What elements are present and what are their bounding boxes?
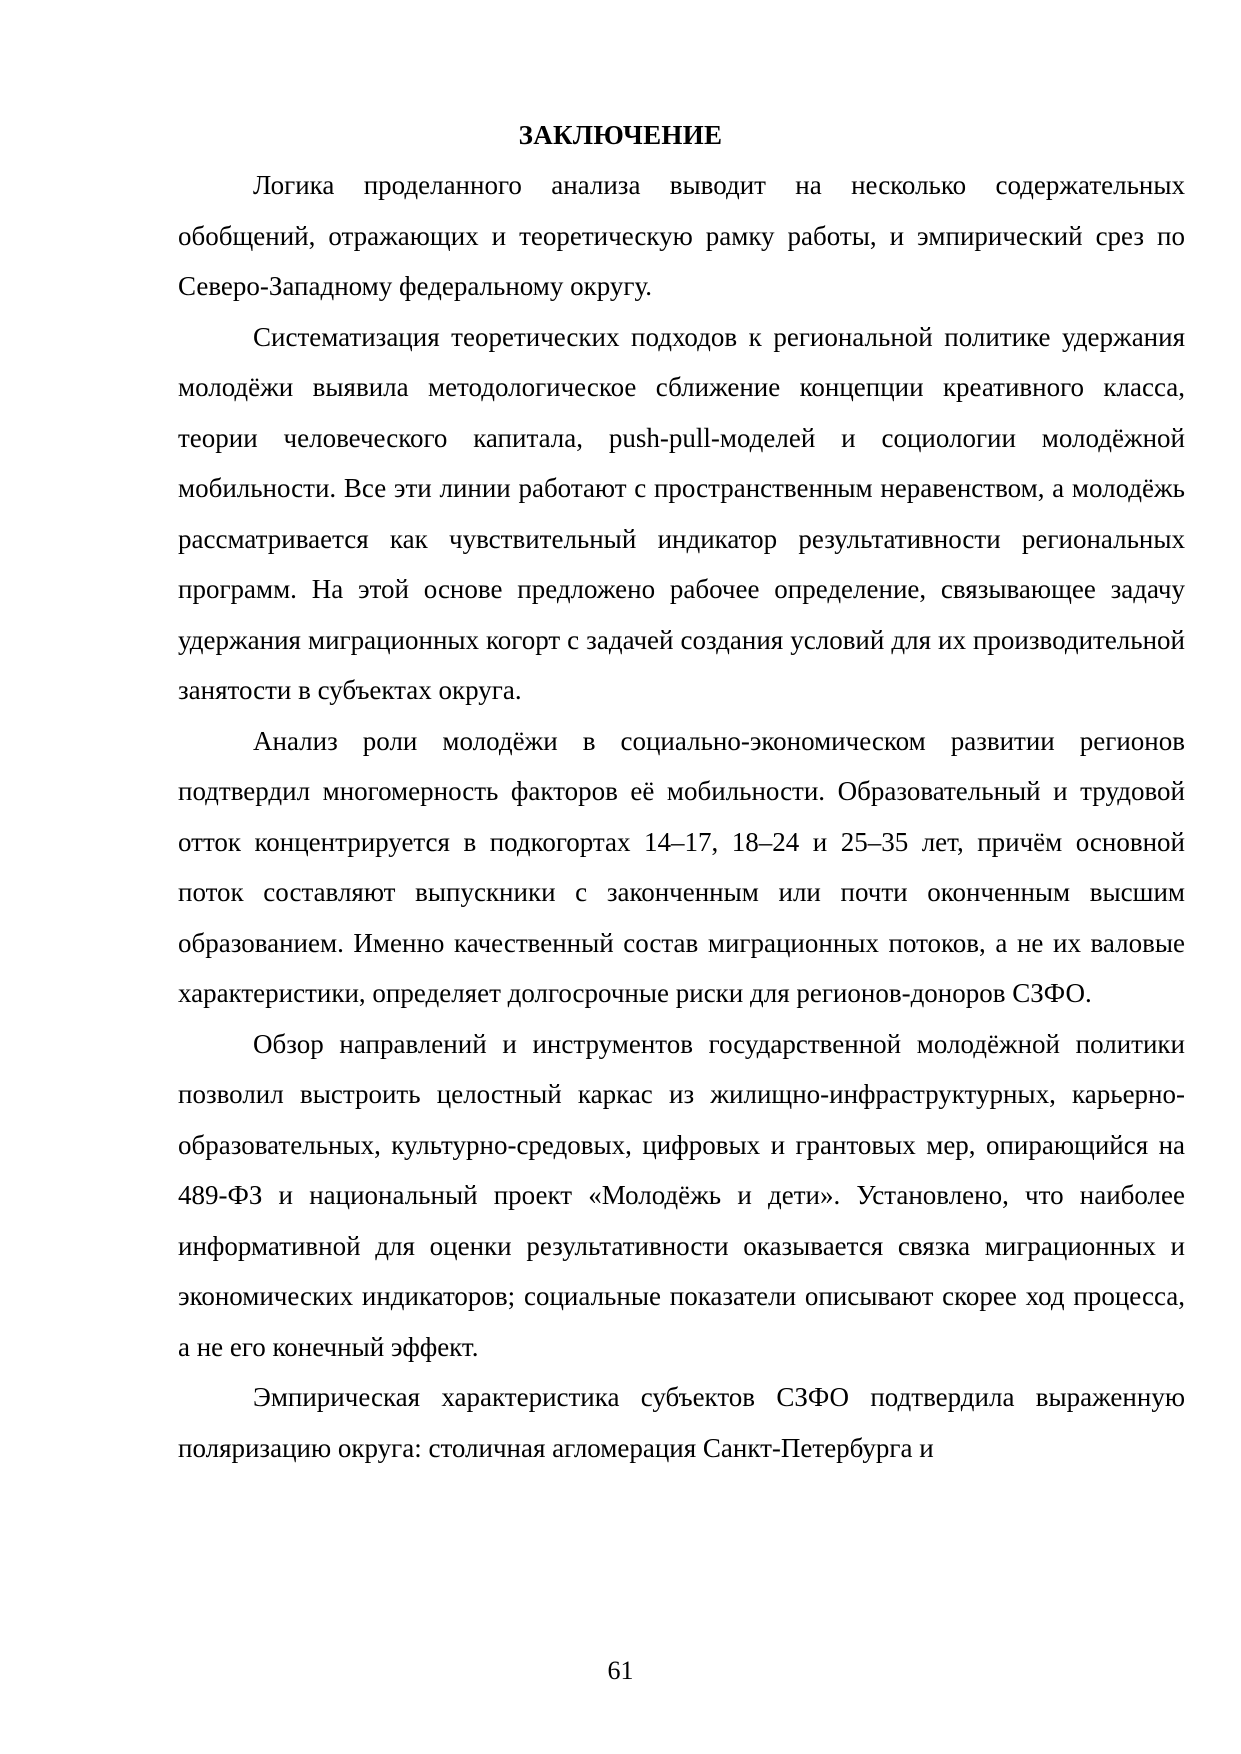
- body-text: [178, 160, 1185, 1473]
- section-title: ЗАКЛЮЧЕНИЕ: [518, 120, 723, 150]
- paragraph-2: Систематизация теоретических подходов к региональной политике удержания молодёжи выявила методологическое сближение концепции креативного класса, теории человеческого капитала, push-pull-моделей и социологии молодёжной мобильности. Все эти линии работают с пространственным неравенством, а молодёжь рассматривается как чувствительный индикатор результативности региональных программ. На этой основе предложено рабочее определение, связывающее задачу удержания миграционных когорт с задачей создания условий для их производительной занятости в субъектах округа.: [178, 321, 1185, 705]
- paragraph-3: Анализ роли молодёжи в социально-экономическом развитии регионов подтвердил многомерность факторов её мобильности. Образовательный и трудовой отток концентрируется в подкогортах 14–17, 18–24 и 25–35 лет, причём основной поток составляют выпускники с законченным или почти оконченным высшим образованием. Именно качественный состав миграционных потоков, а не их валовые характеристики, определяет долгосрочные риски для регионов-доноров СЗФО.: [178, 725, 1185, 1008]
- paragraph-4: Обзор направлений и инструментов государственной молодёжной политики позволил выстроить целостный каркас из жилищно-инфраструктурных, карьерно-образовательных, культурно-средовых, цифровых и грантовых мер, опирающийся на 489-ФЗ и национальный проект «Молодёжь и дети». Установлено, что наиболее информативной для оценки результативности оказывается связка миграционных и экономических индикаторов; социальные показатели описывают скорее ход процесса, а не его конечный эффект.: [178, 1028, 1185, 1362]
- paragraph-5: Эмпирическая характеристика субъектов СЗФО подтвердила выраженную поляризацию округа: столичная агломерация Санкт-Петербурга и: [178, 1382, 1185, 1463]
- paragraph-1: Логика проделанного анализа выводит на несколько содержательных обобщений, отражающих и теоретическую рамку работы, и эмпирический срез по Северо-Западному федеральному округу.: [178, 170, 1185, 301]
- page-number: 61: [607, 1656, 634, 1685]
